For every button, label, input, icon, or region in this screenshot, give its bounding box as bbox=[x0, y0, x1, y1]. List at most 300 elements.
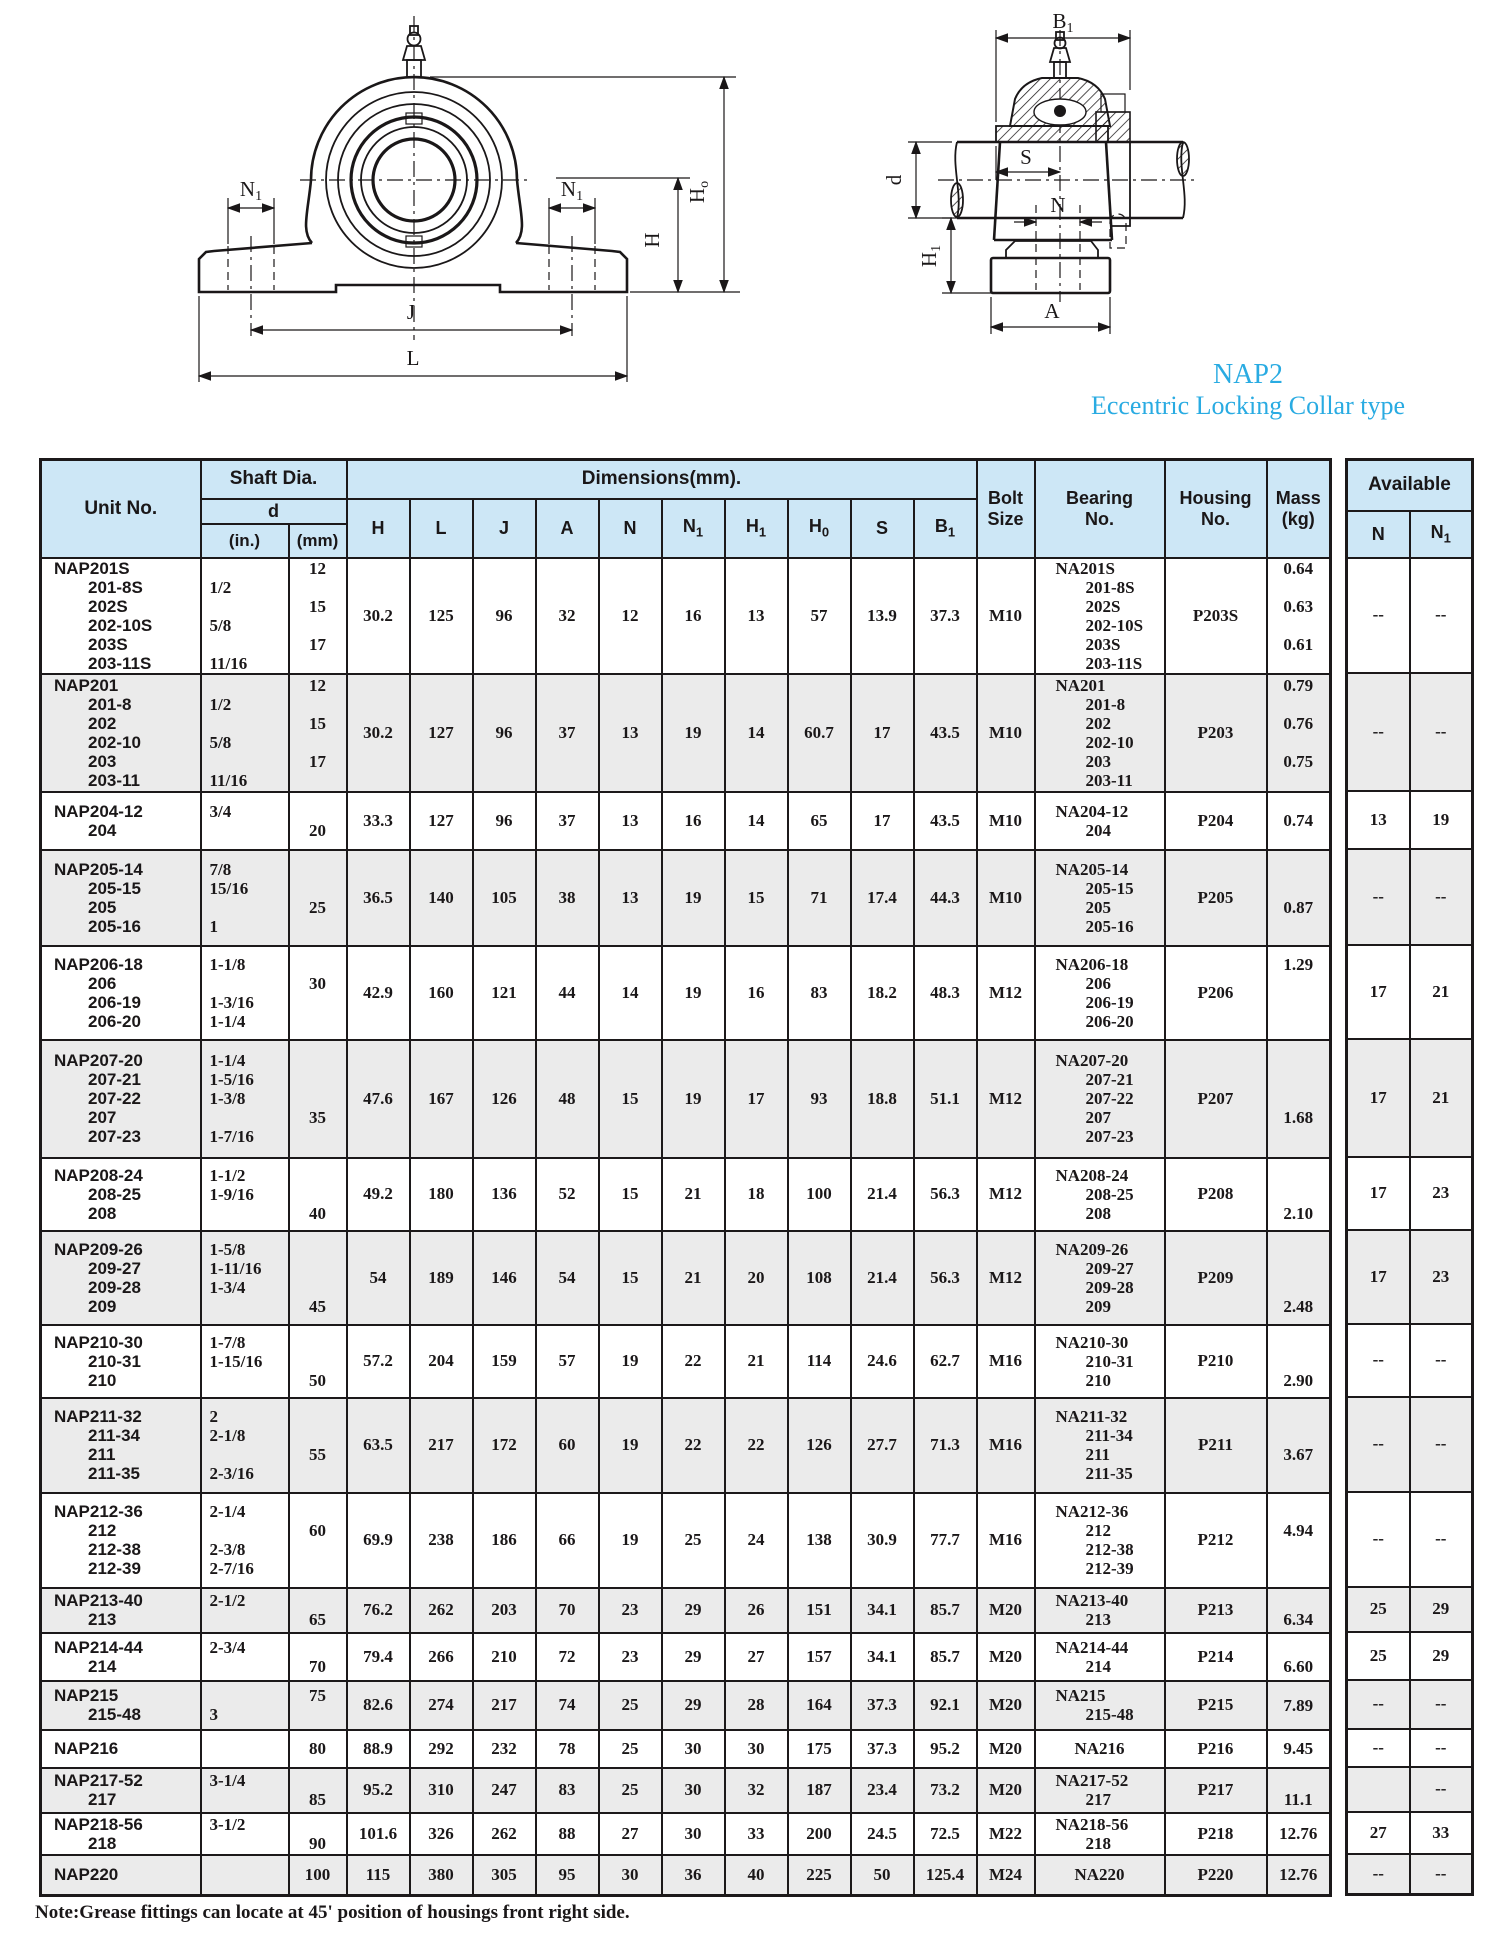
shaft-dia-mm-cell: 25 bbox=[289, 850, 347, 946]
unit-no-cell: NAP216 bbox=[41, 1730, 201, 1768]
front-view-drawing bbox=[130, 10, 742, 402]
dim-b1-cell: 72.5 bbox=[914, 1813, 977, 1855]
unit-no-cell: NAP209-26 209-27 209-28 209 bbox=[41, 1231, 201, 1325]
header-dim-j: J bbox=[473, 499, 536, 558]
table-row bbox=[41, 1325, 1331, 1398]
dim-b1-cell: 95.2 bbox=[914, 1730, 977, 1768]
dim-b1-cell: 77.7 bbox=[914, 1493, 977, 1588]
dim-label-h0: Ho bbox=[685, 180, 712, 204]
dim-s-cell: 18.8 bbox=[851, 1040, 914, 1158]
dim-h1-cell: 32 bbox=[725, 1768, 788, 1813]
available-n-cell: 13 bbox=[1347, 791, 1410, 849]
dim-h-cell: 47.6 bbox=[347, 1040, 410, 1158]
header-bolt-size: Bolt Size bbox=[977, 460, 1035, 558]
dim-l-cell: 125 bbox=[410, 558, 473, 674]
dim-b1-cell: 44.3 bbox=[914, 850, 977, 946]
table-row bbox=[41, 1588, 1331, 1633]
bolt-size-cell: M22 bbox=[977, 1813, 1035, 1855]
series-subtitle: Eccentric Locking Collar type bbox=[1090, 391, 1406, 420]
available-row bbox=[1347, 945, 1473, 1039]
shaft-dia-in-cell: 1-7/8 1-15/16 bbox=[201, 1325, 289, 1398]
dim-l-cell: 380 bbox=[410, 1855, 473, 1896]
dim-a-cell: 57 bbox=[536, 1325, 599, 1398]
available-n1-cell: 21 bbox=[1410, 945, 1473, 1039]
table-row bbox=[41, 674, 1331, 792]
unit-no-cell: NAP201S 201-8S 202S 202-10S 203S 203-11S bbox=[41, 558, 201, 674]
shaft-dia-in-cell: 3 bbox=[201, 1681, 289, 1730]
dim-n1-cell: 25 bbox=[662, 1493, 725, 1588]
bearing-no-cell: NA204-12 204 bbox=[1035, 792, 1165, 850]
table-row bbox=[41, 1158, 1331, 1231]
available-n1-cell: -- bbox=[1410, 1680, 1473, 1729]
dim-h-cell: 95.2 bbox=[347, 1768, 410, 1813]
mass-cell: 12.76 bbox=[1267, 1855, 1331, 1896]
dim-b1-cell: 125.4 bbox=[914, 1855, 977, 1896]
available-n1-cell: -- bbox=[1410, 1324, 1473, 1397]
available-n-cell: -- bbox=[1347, 1324, 1410, 1397]
dim-n-cell: 14 bbox=[599, 946, 662, 1040]
available-n-cell: -- bbox=[1347, 1680, 1410, 1729]
dim-h1-cell: 26 bbox=[725, 1588, 788, 1633]
available-row bbox=[1347, 849, 1473, 945]
bolt-size-cell: M20 bbox=[977, 1681, 1035, 1730]
dim-n1-cell: 29 bbox=[662, 1681, 725, 1730]
dim-j-cell: 186 bbox=[473, 1493, 536, 1588]
unit-no-cell: NAP213-40 213 bbox=[41, 1588, 201, 1633]
dim-j-cell: 217 bbox=[473, 1681, 536, 1730]
dim-j-cell: 247 bbox=[473, 1768, 536, 1813]
dim-h1-cell: 13 bbox=[725, 558, 788, 674]
mass-cell: 11.1 bbox=[1267, 1768, 1331, 1813]
bearing-no-cell: NA218-56 218 bbox=[1035, 1813, 1165, 1855]
available-row bbox=[1347, 1324, 1473, 1397]
table-row bbox=[41, 1730, 1331, 1768]
dim-n-cell: 23 bbox=[599, 1588, 662, 1633]
footnote: Note:Grease fittings can locate at 45' position of housings front right side. bbox=[35, 1902, 630, 1923]
table-row bbox=[41, 946, 1331, 1040]
mass-cell: 2.90 bbox=[1267, 1325, 1331, 1398]
dim-j-cell: 262 bbox=[473, 1813, 536, 1855]
available-n1-cell: 33 bbox=[1410, 1812, 1473, 1854]
shaft-dia-mm-cell: 90 bbox=[289, 1813, 347, 1855]
dim-h0-cell: 225 bbox=[788, 1855, 851, 1896]
dim-s-cell: 34.1 bbox=[851, 1633, 914, 1681]
dim-n1-right bbox=[549, 177, 595, 244]
mass-cell: 4.94 bbox=[1267, 1493, 1331, 1588]
housing-no-cell: P209 bbox=[1165, 1231, 1267, 1325]
available-row bbox=[1347, 1492, 1473, 1587]
available-row bbox=[1347, 1632, 1473, 1680]
shaft-dia-mm-cell: 35 bbox=[289, 1040, 347, 1158]
available-n1-cell: -- bbox=[1410, 1492, 1473, 1587]
available-table bbox=[1345, 458, 1474, 1896]
dim-h0-cell: 138 bbox=[788, 1493, 851, 1588]
dim-h1-cell: 30 bbox=[725, 1730, 788, 1768]
dim-b1-cell: 62.7 bbox=[914, 1325, 977, 1398]
available-n1-cell: 23 bbox=[1410, 1157, 1473, 1230]
dim-h0-cell: 187 bbox=[788, 1768, 851, 1813]
dim-n1-cell: 16 bbox=[662, 792, 725, 850]
bearing-no-cell: NA217-52 217 bbox=[1035, 1768, 1165, 1813]
unit-no-cell: NAP207-20 207-21 207-22 207 207-23 bbox=[41, 1040, 201, 1158]
unit-no-cell: NAP204-12 204 bbox=[41, 792, 201, 850]
dim-h0-cell: 164 bbox=[788, 1681, 851, 1730]
dim-b1-cell: 85.7 bbox=[914, 1633, 977, 1681]
mass-cell: 12.76 bbox=[1267, 1813, 1331, 1855]
dim-h1-cell: 28 bbox=[725, 1681, 788, 1730]
dim-n-cell: 19 bbox=[599, 1493, 662, 1588]
dim-label-n1-left: N1 bbox=[239, 177, 263, 204]
side-view-drawing bbox=[880, 5, 1200, 350]
available-n1-cell: -- bbox=[1410, 673, 1473, 791]
housing-no-cell: P204 bbox=[1165, 792, 1267, 850]
dim-h0-cell: 157 bbox=[788, 1633, 851, 1681]
dim-n-cell: 12 bbox=[599, 558, 662, 674]
dim-s-cell: 21.4 bbox=[851, 1158, 914, 1231]
dim-a-cell: 74 bbox=[536, 1681, 599, 1730]
dim-n1-cell: 19 bbox=[662, 1040, 725, 1158]
table-row bbox=[41, 558, 1331, 674]
table-row bbox=[41, 1493, 1331, 1588]
bolt-size-cell: M16 bbox=[977, 1493, 1035, 1588]
dim-l-cell: 127 bbox=[410, 792, 473, 850]
housing-no-cell: P220 bbox=[1165, 1855, 1267, 1896]
dim-n1-cell: 21 bbox=[662, 1158, 725, 1231]
available-row bbox=[1347, 1812, 1473, 1854]
dim-a-cell: 37 bbox=[536, 792, 599, 850]
shaft-dia-in-cell bbox=[201, 1730, 289, 1768]
dim-n1-cell: 19 bbox=[662, 946, 725, 1040]
available-n-cell: 17 bbox=[1347, 1039, 1410, 1157]
dim-s-cell: 23.4 bbox=[851, 1768, 914, 1813]
bearing-ball bbox=[1054, 105, 1066, 117]
available-n-cell: 25 bbox=[1347, 1587, 1410, 1632]
dim-s-cell: 21.4 bbox=[851, 1231, 914, 1325]
dim-h1-cell: 15 bbox=[725, 850, 788, 946]
dim-label-a: A bbox=[1044, 299, 1060, 323]
housing-no-cell: P203S bbox=[1165, 558, 1267, 674]
dim-j-cell: 159 bbox=[473, 1325, 536, 1398]
bearing-no-cell: NA206-18 206 206-19 206-20 bbox=[1035, 946, 1165, 1040]
dim-n1-cell: 30 bbox=[662, 1768, 725, 1813]
dim-h1 bbox=[917, 218, 991, 293]
dim-n-cell: 19 bbox=[599, 1325, 662, 1398]
shaft-dia-mm-cell: 65 bbox=[289, 1588, 347, 1633]
header-dim-h: H bbox=[347, 499, 410, 558]
bolt-size-cell: M10 bbox=[977, 850, 1035, 946]
bolt-size-cell: M20 bbox=[977, 1730, 1035, 1768]
dim-n1-cell: 19 bbox=[662, 674, 725, 792]
dim-h0-cell: 126 bbox=[788, 1398, 851, 1493]
shaft-dia-mm-cell: 80 bbox=[289, 1730, 347, 1768]
dim-h-cell: 79.4 bbox=[347, 1633, 410, 1681]
dim-h0-cell: 57 bbox=[788, 558, 851, 674]
dim-h1-cell: 22 bbox=[725, 1398, 788, 1493]
shaft-dia-mm-cell: 100 bbox=[289, 1855, 347, 1896]
bearing-no-cell: NA207-20 207-21 207-22 207 207-23 bbox=[1035, 1040, 1165, 1158]
dim-b1-cell: 92.1 bbox=[914, 1681, 977, 1730]
available-row bbox=[1347, 558, 1473, 673]
dim-s-cell: 17 bbox=[851, 674, 914, 792]
dim-h1-cell: 14 bbox=[725, 792, 788, 850]
dim-h0-cell: 65 bbox=[788, 792, 851, 850]
available-n-cell: -- bbox=[1347, 673, 1410, 791]
table-row bbox=[41, 1398, 1331, 1493]
shaft-dia-in-cell: 2 2-1/8 2-3/16 bbox=[201, 1398, 289, 1493]
unit-no-cell: NAP211-32 211-34 211 211-35 bbox=[41, 1398, 201, 1493]
shaft-dia-in-cell: 1/2 5/8 11/16 bbox=[201, 674, 289, 792]
dim-n1-cell: 36 bbox=[662, 1855, 725, 1896]
available-n1-cell: -- bbox=[1410, 849, 1473, 945]
dim-h-cell: 82.6 bbox=[347, 1681, 410, 1730]
dim-a-cell: 83 bbox=[536, 1768, 599, 1813]
shaft-dia-in-cell: 1-1/8 1-3/16 1-1/4 bbox=[201, 946, 289, 1040]
dim-l-cell: 274 bbox=[410, 1681, 473, 1730]
dim-b1-cell: 71.3 bbox=[914, 1398, 977, 1493]
shaft-dia-mm-cell: 12 15 17 bbox=[289, 558, 347, 674]
available-n1-cell: -- bbox=[1410, 558, 1473, 673]
header-d: d bbox=[201, 499, 347, 524]
available-n-cell: 17 bbox=[1347, 945, 1410, 1039]
dim-s-cell: 37.3 bbox=[851, 1681, 914, 1730]
unit-no-cell: NAP205-14 205-15 205 205-16 bbox=[41, 850, 201, 946]
housing-no-cell: P206 bbox=[1165, 946, 1267, 1040]
dim-j-cell: 96 bbox=[473, 558, 536, 674]
housing-no-cell: P218 bbox=[1165, 1813, 1267, 1855]
bolt-size-cell: M12 bbox=[977, 1158, 1035, 1231]
dim-h-cell: 30.2 bbox=[347, 558, 410, 674]
dim-j-cell: 96 bbox=[473, 674, 536, 792]
housing-no-cell: P205 bbox=[1165, 850, 1267, 946]
dim-s-cell: 34.1 bbox=[851, 1588, 914, 1633]
table-row bbox=[41, 792, 1331, 850]
dim-label-h1: H1 bbox=[917, 244, 944, 268]
shaft-dia-in-cell: 1-5/8 1-11/16 1-3/4 bbox=[201, 1231, 289, 1325]
bearing-no-cell: NA205-14 205-15 205 205-16 bbox=[1035, 850, 1165, 946]
shaft-dia-mm-cell: 30 bbox=[289, 946, 347, 1040]
dim-a-cell: 38 bbox=[536, 850, 599, 946]
available-n1-cell: -- bbox=[1410, 1767, 1473, 1812]
shaft-dia-mm-cell: 55 bbox=[289, 1398, 347, 1493]
shaft-dia-mm-cell: 45 bbox=[289, 1231, 347, 1325]
dim-l-cell: 310 bbox=[410, 1768, 473, 1813]
dim-a-cell: 48 bbox=[536, 1040, 599, 1158]
header-avail-n: N bbox=[1347, 511, 1410, 558]
available-n-cell: 17 bbox=[1347, 1157, 1410, 1230]
shaft-dia-in-cell: 3-1/4 bbox=[201, 1768, 289, 1813]
header-bearing-no: Bearing No. bbox=[1035, 460, 1165, 558]
mass-cell: 6.34 bbox=[1267, 1588, 1331, 1633]
dim-h1-cell: 17 bbox=[725, 1040, 788, 1158]
dim-h-cell: 30.2 bbox=[347, 674, 410, 792]
bearing-no-cell: NA208-24 208-25 208 bbox=[1035, 1158, 1165, 1231]
dim-a bbox=[991, 297, 1110, 334]
shaft-dia-in-cell: 2-1/4 2-3/8 2-7/16 bbox=[201, 1493, 289, 1588]
dim-h-cell: 54 bbox=[347, 1231, 410, 1325]
dim-h0-cell: 200 bbox=[788, 1813, 851, 1855]
housing-no-cell: P216 bbox=[1165, 1730, 1267, 1768]
mass-cell: 1.29 bbox=[1267, 946, 1331, 1040]
housing-no-cell: P215 bbox=[1165, 1681, 1267, 1730]
available-n-cell bbox=[1347, 1767, 1410, 1812]
header-shaft-dia: Shaft Dia. bbox=[201, 460, 347, 499]
dim-s-cell: 18.2 bbox=[851, 946, 914, 1040]
unit-no-cell: NAP217-52 217 bbox=[41, 1768, 201, 1813]
dim-n-cell: 25 bbox=[599, 1768, 662, 1813]
mass-cell: 1.68 bbox=[1267, 1040, 1331, 1158]
header-mm: (mm) bbox=[289, 524, 347, 558]
shaft-dia-mm-cell: 40 bbox=[289, 1158, 347, 1231]
available-n1-cell: 29 bbox=[1410, 1632, 1473, 1680]
dim-h0-cell: 151 bbox=[788, 1588, 851, 1633]
header-available: Available bbox=[1347, 460, 1473, 511]
dim-h-cell: 101.6 bbox=[347, 1813, 410, 1855]
header-dim-n: N bbox=[599, 499, 662, 558]
shaft-dia-in-cell bbox=[201, 1855, 289, 1896]
dim-h-cell: 63.5 bbox=[347, 1398, 410, 1493]
shaft-dia-mm-cell: 70 bbox=[289, 1633, 347, 1681]
table-row bbox=[41, 1681, 1331, 1730]
shaft-dia-mm-cell: 75 bbox=[289, 1681, 347, 1730]
unit-no-cell: NAP212-36 212 212-38 212-39 bbox=[41, 1493, 201, 1588]
dim-h1-cell: 33 bbox=[725, 1813, 788, 1855]
bearing-no-cell: NA215 215-48 bbox=[1035, 1681, 1165, 1730]
dim-j-cell: 121 bbox=[473, 946, 536, 1040]
dim-n-cell: 23 bbox=[599, 1633, 662, 1681]
shaft-dia-mm-cell: 20 bbox=[289, 792, 347, 850]
header-housing-no: Housing No. bbox=[1165, 460, 1267, 558]
dim-j bbox=[251, 300, 572, 330]
mass-cell: 2.10 bbox=[1267, 1158, 1331, 1231]
dim-n-cell: 15 bbox=[599, 1231, 662, 1325]
available-row bbox=[1347, 1039, 1473, 1157]
series-name: NAP2 bbox=[1212, 359, 1283, 390]
shaft-dia-in-cell: 3/4 bbox=[201, 792, 289, 850]
dim-h0-cell: 93 bbox=[788, 1040, 851, 1158]
dim-a-cell: 37 bbox=[536, 674, 599, 792]
available-n-cell: 17 bbox=[1347, 1230, 1410, 1324]
available-row bbox=[1347, 1767, 1473, 1812]
dim-l-cell: 127 bbox=[410, 674, 473, 792]
bolt-size-cell: M16 bbox=[977, 1325, 1035, 1398]
dim-h1-cell: 21 bbox=[725, 1325, 788, 1398]
dim-j-cell: 126 bbox=[473, 1040, 536, 1158]
dim-j-cell: 210 bbox=[473, 1633, 536, 1681]
dim-j-cell: 96 bbox=[473, 792, 536, 850]
dim-h0-cell: 71 bbox=[788, 850, 851, 946]
available-n1-cell: 23 bbox=[1410, 1230, 1473, 1324]
dim-s-cell: 30.9 bbox=[851, 1493, 914, 1588]
dim-l-cell: 204 bbox=[410, 1325, 473, 1398]
header-avail-n1: $N_1$ bbox=[1410, 511, 1473, 558]
dim-h-cell: 76.2 bbox=[347, 1588, 410, 1633]
dim-l-cell: 189 bbox=[410, 1231, 473, 1325]
available-row bbox=[1347, 1397, 1473, 1492]
dim-b1-cell: 73.2 bbox=[914, 1768, 977, 1813]
available-n1-cell: 29 bbox=[1410, 1587, 1473, 1632]
dim-h-cell: 57.2 bbox=[347, 1325, 410, 1398]
unit-no-cell: NAP208-24 208-25 208 bbox=[41, 1158, 201, 1231]
dim-l-cell: 262 bbox=[410, 1588, 473, 1633]
table-row bbox=[41, 850, 1331, 946]
header-dim-n1: $N_1$ bbox=[662, 499, 725, 558]
dim-h1-cell: 16 bbox=[725, 946, 788, 1040]
dim-j-cell: 305 bbox=[473, 1855, 536, 1896]
bearing-no-cell: NA209-26 209-27 209-28 209 bbox=[1035, 1231, 1165, 1325]
dim-label-d: d bbox=[882, 174, 906, 186]
table-row bbox=[41, 1813, 1331, 1855]
dim-h-cell: 33.3 bbox=[347, 792, 410, 850]
dim-n-cell: 25 bbox=[599, 1730, 662, 1768]
bearing-no-cell: NA216 bbox=[1035, 1730, 1165, 1768]
dim-n-cell: 25 bbox=[599, 1681, 662, 1730]
dim-h1-cell: 18 bbox=[725, 1158, 788, 1231]
header-unit-no: Unit No. bbox=[41, 460, 201, 558]
dim-n1-cell: 30 bbox=[662, 1813, 725, 1855]
dim-h-cell: 49.2 bbox=[347, 1158, 410, 1231]
dim-h-cell: 69.9 bbox=[347, 1493, 410, 1588]
dim-j-cell: 136 bbox=[473, 1158, 536, 1231]
dim-b1-cell: 43.5 bbox=[914, 674, 977, 792]
available-row bbox=[1347, 791, 1473, 849]
dim-n-cell: 27 bbox=[599, 1813, 662, 1855]
dim-n1-cell: 21 bbox=[662, 1231, 725, 1325]
housing-no-cell: P203 bbox=[1165, 674, 1267, 792]
dim-n-cell: 19 bbox=[599, 1398, 662, 1493]
available-n1-cell: 19 bbox=[1410, 791, 1473, 849]
dim-s-cell: 24.6 bbox=[851, 1325, 914, 1398]
dim-b1-cell: 56.3 bbox=[914, 1231, 977, 1325]
available-n-cell: 27 bbox=[1347, 1812, 1410, 1854]
bolt-size-cell: M10 bbox=[977, 558, 1035, 674]
shaft-dia-in-cell: 2-1/2 bbox=[201, 1588, 289, 1633]
housing-no-cell: P213 bbox=[1165, 1588, 1267, 1633]
available-row bbox=[1347, 1729, 1473, 1767]
dim-s-cell: 17.4 bbox=[851, 850, 914, 946]
dim-n1-cell: 16 bbox=[662, 558, 725, 674]
dim-b1-cell: 48.3 bbox=[914, 946, 977, 1040]
available-n-cell: 25 bbox=[1347, 1632, 1410, 1680]
shaft-dia-in-cell: 1/2 5/8 11/16 bbox=[201, 558, 289, 674]
dim-h1-cell: 40 bbox=[725, 1855, 788, 1896]
shaft-dia-mm-cell: 12 15 17 bbox=[289, 674, 347, 792]
dim-h1-cell: 24 bbox=[725, 1493, 788, 1588]
dim-label-n: N bbox=[1050, 193, 1066, 217]
header-dim-l: L bbox=[410, 499, 473, 558]
header-dim-b1: $B_1$ bbox=[914, 499, 977, 558]
table-row bbox=[41, 1768, 1331, 1813]
dim-s-cell: 27.7 bbox=[851, 1398, 914, 1493]
header-dim-h1: $H_1$ bbox=[725, 499, 788, 558]
bearing-no-cell: NA211-32 211-34 211 211-35 bbox=[1035, 1398, 1165, 1493]
dim-l-cell: 167 bbox=[410, 1040, 473, 1158]
dim-l-cell: 180 bbox=[410, 1158, 473, 1231]
dim-b1-cell: 85.7 bbox=[914, 1588, 977, 1633]
housing-no-cell: P207 bbox=[1165, 1040, 1267, 1158]
dim-a-cell: 88 bbox=[536, 1813, 599, 1855]
available-row bbox=[1347, 1157, 1473, 1230]
bolt-size-cell: M20 bbox=[977, 1588, 1035, 1633]
available-n1-cell: -- bbox=[1410, 1729, 1473, 1767]
dim-label-j: J bbox=[406, 300, 416, 324]
page-title bbox=[1050, 360, 1446, 422]
dim-h0-cell: 175 bbox=[788, 1730, 851, 1768]
dim-a-cell: 95 bbox=[536, 1855, 599, 1896]
dim-l-cell: 292 bbox=[410, 1730, 473, 1768]
dim-n1-cell: 19 bbox=[662, 850, 725, 946]
bolt-size-cell: M12 bbox=[977, 1231, 1035, 1325]
housing-no-cell: P211 bbox=[1165, 1398, 1267, 1493]
